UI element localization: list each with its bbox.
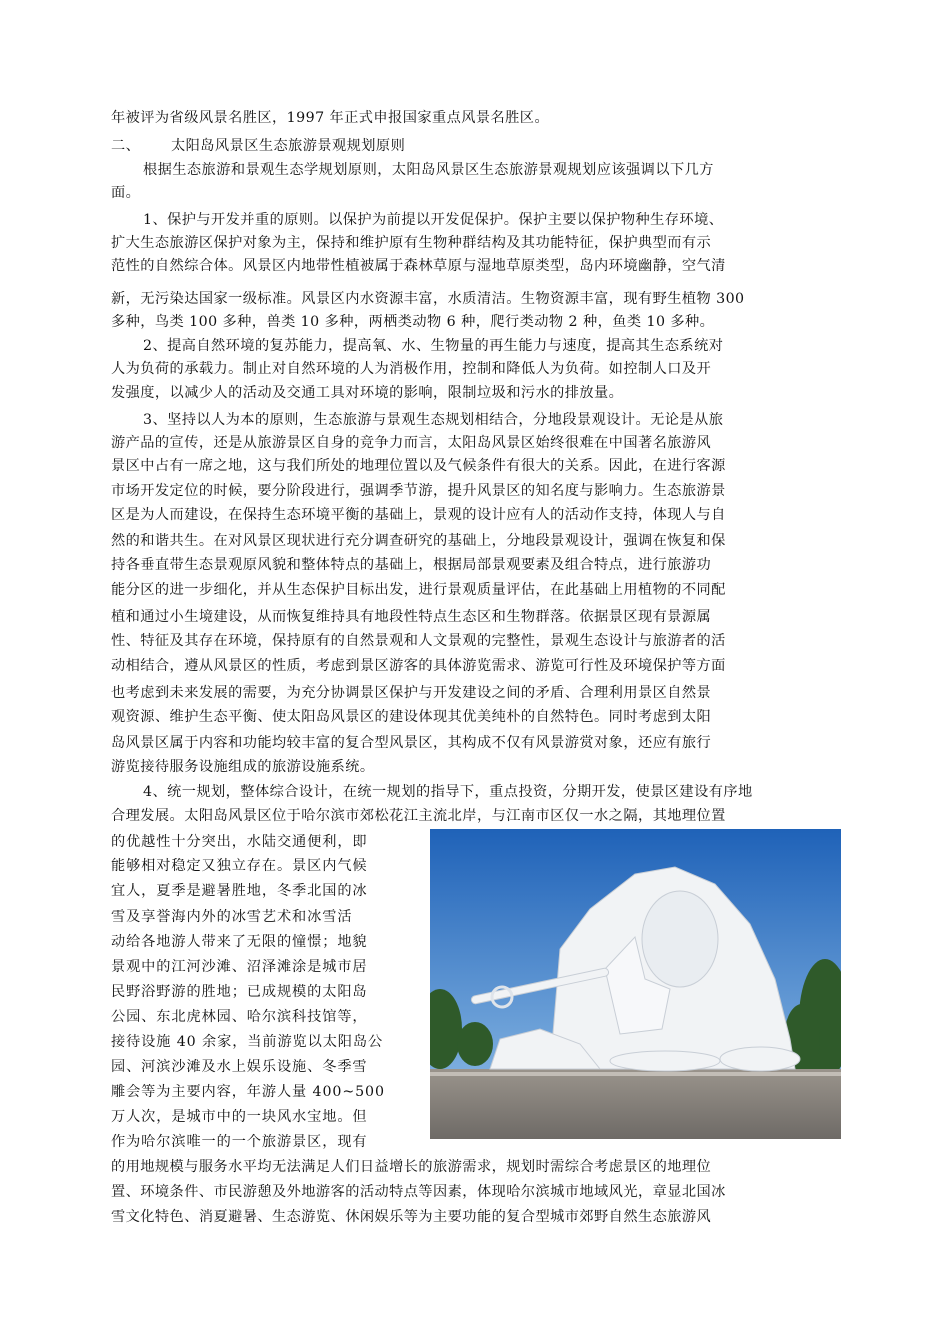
fence-posts [430, 1072, 841, 1076]
text-line: 2、提高自然环境的复苏能力，提高氧、水、生物量的再生能力与速度，提高其生态系统对 [143, 338, 724, 354]
text-line: 性、特征及其存在环境，保持原有的自然景观和人文景观的完整性，景观生态设计与旅游者的活 [111, 633, 726, 649]
text-line: 根据生态旅游和景观生态学规划原则，太阳岛风景区生态旅游景观规划应该强调以下几方 [143, 162, 714, 178]
pavement [430, 1069, 841, 1139]
text-line: 动给各地游人带来了无限的憧憬；地貌 [111, 934, 368, 950]
text-line: 市场开发定位的时候，要分阶段进行，强调季节游，提升风景区的知名度与影响力。生态旅游景 [111, 483, 726, 499]
text-line: 游产品的宣传，还是从旅游景区自身的竞争力而言，太阳岛风景区始终很难在中国著名旅游风 [111, 435, 712, 451]
text-line: 置、环境条件、市民游憩及外地游客的活动特点等因素，体现哈尔滨城市地域风光，章显北国冰 [111, 1184, 726, 1200]
text-line: 的优越性十分突出，水陆交通便利，即 [111, 834, 368, 850]
snow-sculpture-photo [430, 829, 841, 1139]
text-line: 万人次，是城市中的一块风水宝地。但 [111, 1109, 368, 1125]
text-line: 年被评为省级风景名胜区，1997 年正式申报国家重点风景名胜区。 [111, 110, 550, 126]
text-line: 持各垂直带生态景观原风貌和整体特点的基础上，根据局部景观要素及组合特点，进行旅游功 [111, 557, 712, 573]
text-line: 人为负荷的承载力。制止对自然环境的人为消极作用，控制和降低人为负荷。如控制人口及开 [111, 361, 712, 377]
text-line: 扩大生态旅游区保护对象为主，保持和维护原有生物种群结构及其功能特征，保护典型而有示 [111, 235, 712, 251]
text-line: 4、统一规划，整体综合设计，在统一规划的指导下，重点投资，分期开发，使景区建设有序地 [143, 784, 753, 800]
text-line: 能分区的进一步细化，并从生态保护目标出发，进行景观质量评估，在此基础上用植物的不同配 [111, 582, 726, 598]
text-line: 然的和谐共生。在对风景区现状进行充分调查研究的基础上，分地段景观设计，强调在恢复和保 [111, 533, 726, 549]
text-line: 雪及享誉海内外的冰雪艺术和冰雪活 [111, 909, 353, 925]
text-line: 雪文化特色、消夏避暑、生态游览、休闲娱乐等为主要功能的复合型城市郊野自然生态旅游风 [111, 1209, 712, 1225]
text-line: 游览接待服务设施组成的旅游设施系统。 [111, 759, 375, 775]
text-line: 公园、东北虎林园、哈尔滨科技馆等， [111, 1009, 368, 1025]
text-line: 也考虑到未来发展的需要，为充分协调景区保护与开发建设之间的矛盾、合理利用景区自然景 [111, 685, 712, 701]
text-line: 新，无污染达国家一级标准。风景区内水资源丰富，水质清洁。生物资源丰富，现有野生植物 300 [111, 291, 745, 307]
text-line: 区是为人而建设，在保持生态环境平衡的基础上，景观的设计应有人的活动作支持，体现人与自 [111, 507, 726, 523]
text-line: 民野浴野游的胜地；已成规模的太阳岛 [111, 984, 368, 1000]
text-line: 岛风景区属于内容和功能均较丰富的复合型风景区，其构成不仅有风景游赏对象，还应有旅行 [111, 735, 712, 751]
text-line: 动相结合，遵从风景区的性质，考虑到景区游客的具体游览需求、游览可行性及环境保护等方面 [111, 658, 726, 674]
text-line: 观资源、维护生态平衡、使太阳岛风景区的建设体现其优美纯朴的自然特色。同时考虑到太阳 [111, 709, 712, 725]
section-heading [111, 136, 405, 156]
text-line: 雕会等为主要内容，年游人量 400~500 [111, 1084, 385, 1100]
section-title: 太阳岛风景区生态旅游景观规划原则 [171, 138, 406, 154]
text-line: 宜人，夏季是避暑胜地，冬季北国的冰 [111, 883, 368, 899]
text-line: 植和通过小生境建设，从而恢复维持具有地段性特点生态区和生物群落。依据景区现有景源属 [111, 609, 712, 625]
text-line: 范性的自然综合体。风景区内地带性植被属于森林草原与湿地草原类型，岛内环境幽静，空气清 [111, 258, 726, 274]
text-line: 园、河滨沙滩及水上娱乐设施、冬季雪 [111, 1059, 368, 1075]
text-line: 接待设施 40 余家，当前游览以太阳岛公 [111, 1034, 384, 1050]
text-line: 的用地规模与服务水平均无法满足人们日益增长的旅游需求，规划时需综合考虑景区的地理位 [111, 1159, 712, 1175]
text-line: 1、保护与开发并重的原则。以保护为前提以开发促保护。保护主要以保护物种生存环境、 [143, 212, 724, 228]
text-line: 作为哈尔滨唯一的一个旅游景区，现有 [111, 1134, 368, 1150]
text-line: 多种，鸟类 100 多种，兽类 10 多种，两栖类动物 6 种，爬行类动物 2 种，鱼类 10 多种。 [111, 314, 715, 330]
text-line: 能够相对稳定又独立存在。景区内气候 [111, 858, 368, 874]
text-line: 3、坚持以人为本的原则，生态旅游与景观生态规划相结合，分地段景观设计。无论是从旅 [143, 412, 724, 428]
text-line: 面。 [111, 185, 141, 201]
text-line: 景观中的江河沙滩、沼泽滩涂是城市居 [111, 959, 368, 975]
section-number: 二、 [111, 138, 141, 154]
text-line: 景区中占有一席之地，这与我们所处的地理位置以及气候条件有很大的关系。因此，在进行客源 [111, 458, 726, 474]
text-line: 合理发展。太阳岛风景区位于哈尔滨市郊松花江主流北岸，与江南市区仅一水之隔，其地理位置 [111, 808, 726, 824]
text-line: 发强度，以减少人的活动及交通工具对环境的影响，限制垃圾和污水的排放量。 [111, 385, 624, 401]
